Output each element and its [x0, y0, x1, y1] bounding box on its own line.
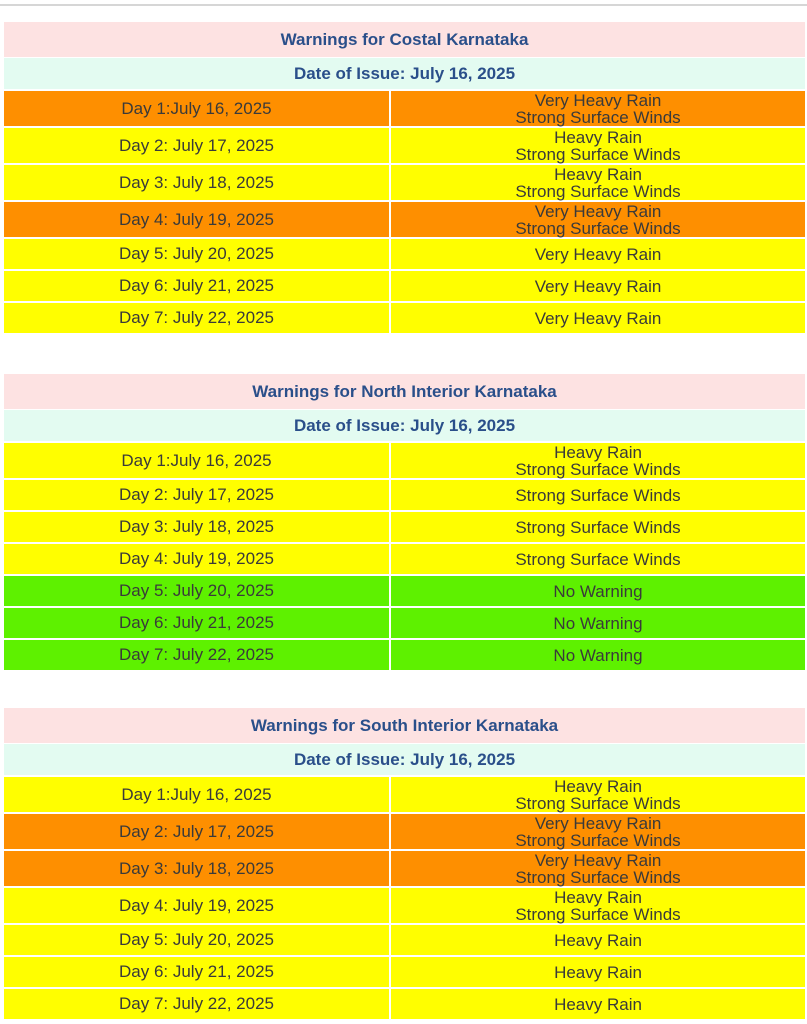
warning-cell: [391, 128, 805, 163]
issue-date: Date of Issue: July 16, 2025: [4, 409, 805, 441]
warning-text: Strong Surface Winds: [515, 181, 681, 201]
warning-cell: [391, 925, 805, 955]
south-interior-warnings-table: [4, 708, 805, 1019]
warning-text: Very Heavy Rain: [534, 244, 662, 264]
warning-cell: [391, 608, 805, 638]
table-row: [4, 126, 805, 163]
day-cell: Day 2: July 17, 2025: [4, 480, 391, 510]
table-row: [4, 510, 805, 542]
table-row: [4, 606, 805, 638]
warning-text: Very Heavy Rain: [534, 276, 662, 296]
warning-cell: [391, 271, 805, 301]
warning-text: Strong Surface Winds: [515, 830, 681, 850]
warning-text: Strong Surface Winds: [515, 485, 681, 505]
table-row: [4, 301, 805, 333]
issue-date: Date of Issue: July 16, 2025: [4, 57, 805, 89]
warning-text: Very Heavy Rain: [534, 850, 662, 870]
day-cell: Day 6: July 21, 2025: [4, 608, 391, 638]
day-cell: Day 1:July 16, 2025: [4, 777, 391, 812]
table-row: [4, 886, 805, 923]
day-cell: Day 4: July 19, 2025: [4, 544, 391, 574]
warning-cell: [391, 777, 805, 812]
warning-cell: [391, 544, 805, 574]
day-cell: Day 5: July 20, 2025: [4, 239, 391, 269]
table-title: Warnings for South Interior Karnataka: [4, 708, 805, 743]
issue-date: Date of Issue: July 16, 2025: [4, 743, 805, 775]
warning-text: Heavy Rain: [554, 930, 642, 950]
day-cell: Day 1:July 16, 2025: [4, 91, 391, 126]
warning-text: No Warning: [553, 581, 643, 601]
warning-text: Strong Surface Winds: [515, 904, 681, 924]
day-cell: Day 6: July 21, 2025: [4, 957, 391, 987]
table-row: [4, 812, 805, 849]
warning-cell: [391, 91, 805, 126]
warning-cell: [391, 640, 805, 670]
table-row: [4, 923, 805, 955]
warning-text: Very Heavy Rain: [534, 813, 662, 833]
warning-cell: [391, 303, 805, 333]
warning-cell: [391, 576, 805, 606]
table-row: [4, 89, 805, 126]
north-interior-warnings-table: [4, 374, 805, 670]
warning-text: Strong Surface Winds: [515, 107, 681, 127]
table-title: Warnings for North Interior Karnataka: [4, 374, 805, 409]
day-cell: Day 7: July 22, 2025: [4, 303, 391, 333]
warning-text: Strong Surface Winds: [515, 793, 681, 813]
day-cell: Day 3: July 18, 2025: [4, 165, 391, 200]
day-cell: Day 5: July 20, 2025: [4, 925, 391, 955]
warning-cell: [391, 443, 805, 478]
warning-cell: [391, 202, 805, 237]
warning-cell: [391, 239, 805, 269]
warning-text: Very Heavy Rain: [534, 308, 662, 328]
day-cell: Day 7: July 22, 2025: [4, 640, 391, 670]
warning-text: Heavy Rain: [554, 442, 642, 462]
table-row: [4, 987, 805, 1019]
table-row: [4, 200, 805, 237]
table-row: [4, 163, 805, 200]
day-cell: Day 2: July 17, 2025: [4, 128, 391, 163]
table-row: [4, 775, 805, 812]
table-row: [4, 638, 805, 670]
top-divider: [0, 4, 807, 6]
day-cell: Day 3: July 18, 2025: [4, 851, 391, 886]
table-row: [4, 542, 805, 574]
warning-text: Strong Surface Winds: [515, 218, 681, 238]
warning-text: Very Heavy Rain: [534, 90, 662, 110]
table-body: [4, 441, 805, 670]
warning-cell: [391, 851, 805, 886]
day-cell: Day 3: July 18, 2025: [4, 512, 391, 542]
table-row: [4, 269, 805, 301]
warning-cell: [391, 989, 805, 1019]
warning-text: No Warning: [553, 645, 643, 665]
warning-cell: [391, 814, 805, 849]
day-cell: Day 2: July 17, 2025: [4, 814, 391, 849]
day-cell: Day 7: July 22, 2025: [4, 989, 391, 1019]
warning-text: Heavy Rain: [554, 962, 642, 982]
table-row: [4, 478, 805, 510]
table-body: [4, 89, 805, 333]
warning-text: Heavy Rain: [554, 887, 642, 907]
table-row: [4, 441, 805, 478]
warning-text: Heavy Rain: [554, 127, 642, 147]
warning-text: Heavy Rain: [554, 994, 642, 1014]
warning-text: Heavy Rain: [554, 776, 642, 796]
warning-text: Strong Surface Winds: [515, 517, 681, 537]
table-row: [4, 955, 805, 987]
warning-cell: [391, 512, 805, 542]
table-row: [4, 574, 805, 606]
day-cell: Day 4: July 19, 2025: [4, 202, 391, 237]
warning-text: Strong Surface Winds: [515, 549, 681, 569]
warning-text: Very Heavy Rain: [534, 201, 662, 221]
table-body: [4, 775, 805, 1019]
warning-cell: [391, 888, 805, 923]
warning-text: No Warning: [553, 613, 643, 633]
table-row: [4, 237, 805, 269]
day-cell: Day 1:July 16, 2025: [4, 443, 391, 478]
warning-cell: [391, 480, 805, 510]
warning-text: Strong Surface Winds: [515, 144, 681, 164]
warning-text: Strong Surface Winds: [515, 459, 681, 479]
table-title: Warnings for Costal Karnataka: [4, 22, 805, 57]
warning-cell: [391, 165, 805, 200]
warning-text: Heavy Rain: [554, 164, 642, 184]
day-cell: Day 4: July 19, 2025: [4, 888, 391, 923]
warning-text: Strong Surface Winds: [515, 867, 681, 887]
warning-cell: [391, 957, 805, 987]
day-cell: Day 6: July 21, 2025: [4, 271, 391, 301]
day-cell: Day 5: July 20, 2025: [4, 576, 391, 606]
coastal-warnings-table: [4, 22, 805, 333]
table-row: [4, 849, 805, 886]
